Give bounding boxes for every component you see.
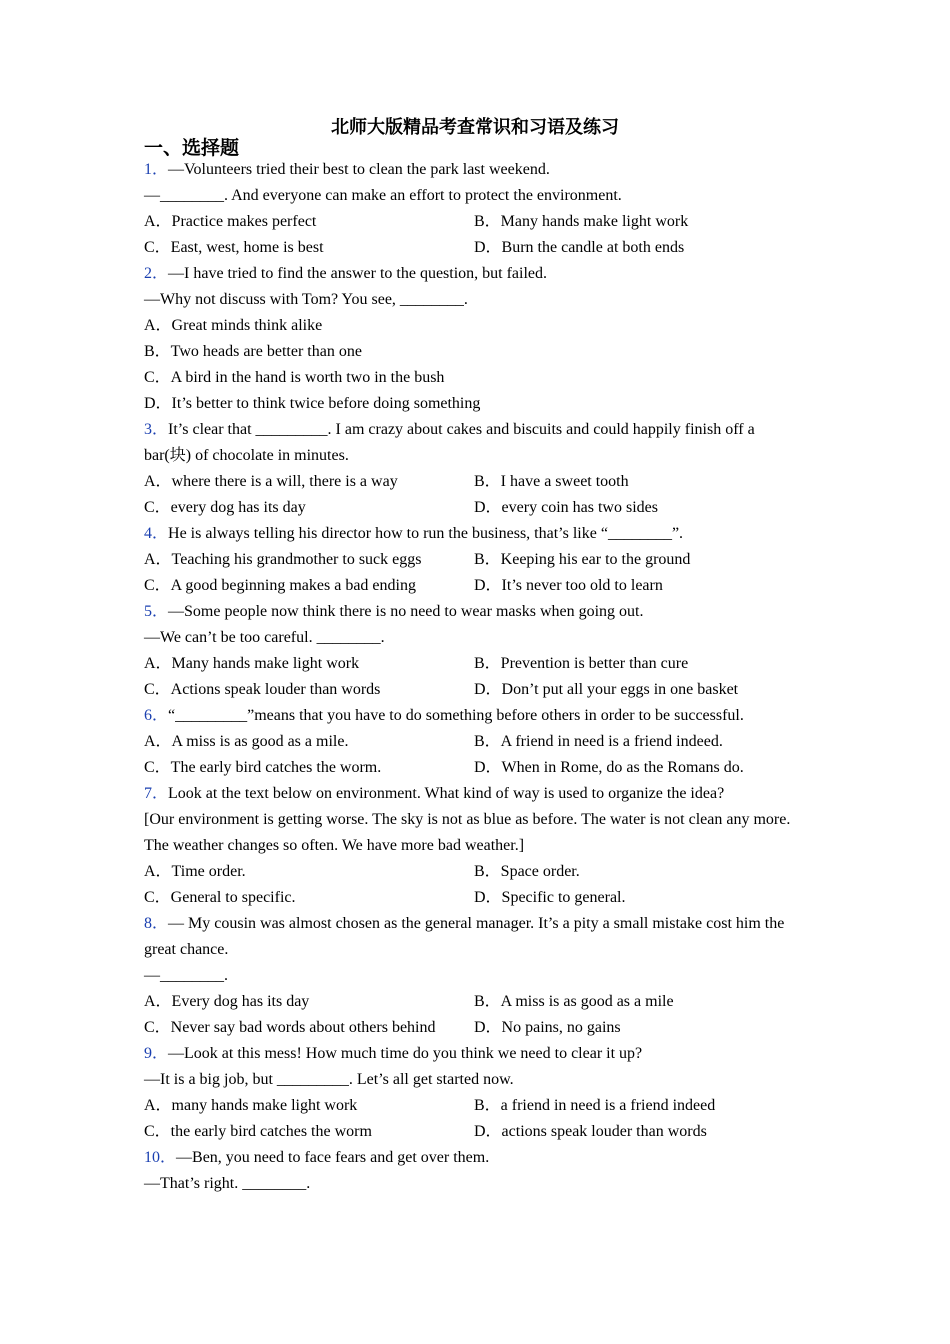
question-list — [144, 157, 804, 1197]
question-8 — [144, 911, 804, 1041]
question-number: 4． — [144, 525, 169, 542]
option-a[interactable]: A．Teaching his grandmother to suck eggs — [144, 551, 422, 568]
option-b[interactable]: B．I have a sweet tooth — [474, 473, 629, 490]
question-4 — [144, 521, 804, 599]
question-number: 9． — [144, 1045, 169, 1062]
question-number: 2． — [144, 265, 169, 282]
option-d[interactable]: D．No pains, no gains — [474, 1019, 621, 1036]
option-d[interactable]: D．Don’t put all your eggs in one basket — [474, 681, 739, 698]
question-stem: He is always telling his director how to run the business, that’s like “________”. — [168, 525, 684, 542]
question-number: 6． — [144, 707, 169, 724]
question-3 — [144, 417, 804, 521]
option-a[interactable]: A．where there is a will, there is a way — [144, 473, 398, 490]
option-a[interactable]: A．Great minds think alike — [144, 317, 323, 334]
option-d[interactable]: D．Specific to general. — [474, 889, 626, 906]
question-stem: —We can’t be too careful. ________. — [144, 629, 385, 646]
question-number: 10． — [144, 1149, 177, 1166]
option-a[interactable]: A．Time order. — [144, 863, 246, 880]
question-7 — [144, 781, 804, 911]
option-d[interactable]: D．It’s better to think twice before doing something — [144, 395, 481, 412]
question-6 — [144, 703, 804, 781]
question-stem: —Ben, you need to face fears and get over them. — [176, 1149, 490, 1166]
question-10 — [144, 1145, 804, 1197]
question-stem: Look at the text below on environment. What kind of way is used to organize the idea? — [168, 785, 725, 802]
question-stem: —It is a big job, but _________. Let’s all get started now. — [144, 1071, 514, 1088]
option-c[interactable]: C．A bird in the hand is worth two in the bush — [144, 369, 445, 386]
question-9 — [144, 1041, 804, 1145]
question-stem: —That’s right. ________. — [144, 1175, 311, 1192]
question-number: 5． — [144, 603, 169, 620]
question-stem: —________. — [144, 967, 228, 984]
option-d[interactable]: D．It’s never too old to learn — [474, 577, 663, 594]
question-stem: —I have tried to find the answer to the question, but failed. — [168, 265, 548, 282]
option-c[interactable]: C．Actions speak louder than words — [144, 681, 381, 698]
question-2 — [144, 261, 804, 417]
option-b[interactable]: B．Prevention is better than cure — [474, 655, 689, 672]
option-b[interactable]: B．a friend in need is a friend indeed — [474, 1097, 716, 1114]
question-stem: It’s clear that _________. I am crazy about cakes and biscuits and could happily finish off a bar(块) of chocolate in minutes. — [144, 421, 755, 464]
question-stem: —Why not discuss with Tom? You see, ________. — [144, 291, 468, 308]
option-a[interactable]: A．Every dog has its day — [144, 993, 310, 1010]
question-stem: — My cousin was almost chosen as the general manager. It’s a pity a small mistake cost him the great chance. — [144, 915, 785, 958]
question-passage: [Our environment is getting worse. The sky is not as blue as before. The water is not clean any more. The weather changes so often. We have more bad weather.] — [144, 811, 791, 854]
option-d[interactable]: D．When in Rome, do as the Romans do. — [474, 759, 744, 776]
option-a[interactable]: A．Practice makes perfect — [144, 213, 317, 230]
question-number: 1． — [144, 161, 169, 178]
option-b[interactable]: B．Keeping his ear to the ground — [474, 551, 691, 568]
option-d[interactable]: D．actions speak louder than words — [474, 1123, 707, 1140]
option-b[interactable]: B．Two heads are better than one — [144, 343, 362, 360]
question-number: 7． — [144, 785, 169, 802]
option-b[interactable]: B．A miss is as good as a mile — [474, 993, 674, 1010]
option-c[interactable]: C．every dog has its day — [144, 499, 306, 516]
option-c[interactable]: C．East, west, home is best — [144, 239, 324, 256]
option-a[interactable]: A．A miss is as good as a mile. — [144, 733, 349, 750]
option-d[interactable]: D．every coin has two sides — [474, 499, 658, 516]
question-stem: —Look at this mess! How much time do you think we need to clear it up? — [168, 1045, 643, 1062]
option-d[interactable]: D．Burn the candle at both ends — [474, 239, 685, 256]
option-c[interactable]: C．the early bird catches the worm — [144, 1123, 372, 1140]
option-c[interactable]: C．General to specific. — [144, 889, 296, 906]
question-stem: —________. And everyone can make an effort to protect the environment. — [144, 187, 622, 204]
section-heading: 一、选择题 — [144, 138, 240, 159]
question-1 — [144, 157, 804, 261]
option-b[interactable]: B．Space order. — [474, 863, 580, 880]
question-stem: —Volunteers tried their best to clean the park last weekend. — [168, 161, 550, 178]
option-b[interactable]: B．Many hands make light work — [474, 213, 689, 230]
option-c[interactable]: C．The early bird catches the worm. — [144, 759, 382, 776]
question-5 — [144, 599, 804, 703]
question-stem: “_________”means that you have to do something before others in order to be successful. — [168, 707, 744, 724]
option-c[interactable]: C．Never say bad words about others behind — [144, 1019, 436, 1036]
option-a[interactable]: A．many hands make light work — [144, 1097, 358, 1114]
document-title: 北师大版精品考查常识和习语及练习 — [331, 117, 619, 137]
option-c[interactable]: C．A good beginning makes a bad ending — [144, 577, 416, 594]
question-number: 3． — [144, 421, 169, 438]
question-stem: —Some people now think there is no need to wear masks when going out. — [168, 603, 644, 620]
option-b[interactable]: B．A friend in need is a friend indeed. — [474, 733, 723, 750]
question-number: 8． — [144, 915, 169, 932]
option-a[interactable]: A．Many hands make light work — [144, 655, 360, 672]
